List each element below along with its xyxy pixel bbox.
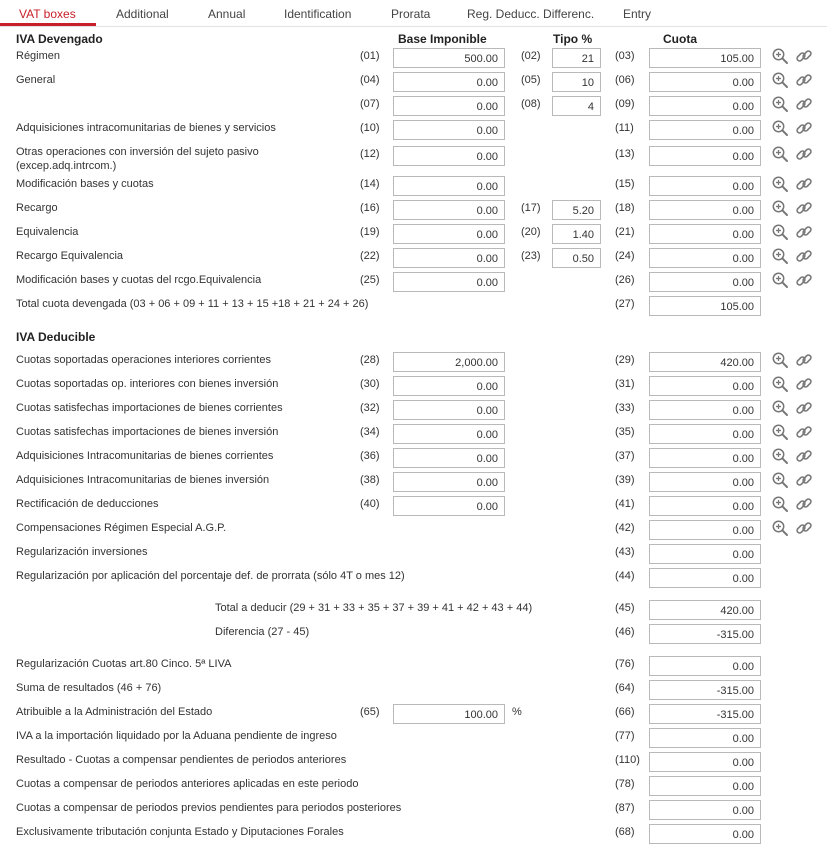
zoom-icon[interactable] — [771, 119, 789, 137]
field-19[interactable]: 0.00 — [393, 224, 505, 244]
link-icon[interactable] — [795, 447, 813, 465]
label-cuotas-aplicadas: Cuotas a compensar de periodos anteriores aplicadas en este periodo — [16, 778, 359, 790]
field-43[interactable]: 0.00 — [649, 544, 761, 564]
field-32[interactable]: 0.00 — [393, 400, 505, 420]
row-modificacion-rcgo — [0, 274, 827, 296]
row-general — [0, 74, 827, 96]
row-regimen — [0, 50, 827, 72]
field-13[interactable]: 0.00 — [649, 146, 761, 166]
label-adq-intracomunitarias: Adquisiciones intracomunitarias de bienes y servicios — [16, 122, 276, 134]
box-code-39: (39) — [615, 474, 635, 486]
column-header-cuota: Cuota — [663, 32, 697, 46]
row-rectificacion — [0, 498, 827, 520]
label-modificacion-rcgo: Modificación bases y cuotas del rcgo.Equivalencia — [16, 274, 262, 286]
row-atribuible — [0, 706, 827, 728]
field-20[interactable]: 1.40 — [552, 224, 601, 244]
box-code-30: (30) — [360, 378, 380, 390]
field-38[interactable]: 0.00 — [393, 472, 505, 492]
box-code-66: (66) — [615, 706, 635, 718]
tab-bar — [0, 0, 827, 27]
zoom-icon[interactable] — [771, 145, 789, 163]
label-rectificacion: Rectificación de deducciones — [16, 498, 159, 510]
link-icon[interactable] — [795, 271, 813, 289]
field-87[interactable]: 0.00 — [649, 800, 761, 820]
field-34[interactable]: 0.00 — [393, 424, 505, 444]
box-code-40: (40) — [360, 498, 380, 510]
row-total-devengada — [0, 298, 827, 320]
field-30[interactable]: 0.00 — [393, 376, 505, 396]
field-23[interactable]: 0.50 — [552, 248, 601, 268]
field-10[interactable]: 0.00 — [393, 120, 505, 140]
field-31[interactable]: 0.00 — [649, 376, 761, 396]
field-05[interactable]: 10 — [552, 72, 601, 92]
label-otras-operaciones-line2: (excep.adq.intrcom.) — [16, 160, 117, 172]
field-27[interactable]: 105.00 — [649, 296, 761, 316]
tab-annual[interactable]: Annual — [208, 7, 246, 21]
box-code-34: (34) — [360, 426, 380, 438]
box-code-27: (27) — [615, 298, 635, 310]
zoom-icon[interactable] — [771, 495, 789, 513]
label-cuotas-inversion: Cuotas soportadas op. interiores con bienes inversión — [16, 378, 279, 390]
tab-additional[interactable]: Additional — [116, 7, 169, 21]
label-resultado: Resultado - Cuotas a compensar pendientes de periodos anteriores — [16, 754, 347, 766]
zoom-icon[interactable] — [771, 375, 789, 393]
row-regularizacion-inversiones — [0, 546, 827, 568]
box-code-19: (19) — [360, 226, 380, 238]
field-15[interactable]: 0.00 — [649, 176, 761, 196]
field-41[interactable]: 0.00 — [649, 496, 761, 516]
box-code-77: (77) — [615, 730, 635, 742]
box-code-87: (87) — [615, 802, 635, 814]
field-01[interactable]: 500.00 — [393, 48, 505, 68]
row-recargo-equivalencia — [0, 250, 827, 272]
link-icon[interactable] — [795, 399, 813, 417]
zoom-icon[interactable] — [771, 71, 789, 89]
label-atribuible: Atribuible a la Administración del Estado — [16, 706, 213, 718]
label-general: General — [16, 74, 56, 86]
box-code-08: (08) — [521, 98, 541, 110]
zoom-icon[interactable] — [771, 199, 789, 217]
box-code-32: (32) — [360, 402, 380, 414]
row-tributacion-conjunta — [0, 826, 827, 848]
box-code-42: (42) — [615, 522, 635, 534]
box-code-46: (46) — [615, 626, 635, 638]
row-suma-resultados — [0, 682, 827, 704]
field-66[interactable]: -315.00 — [649, 704, 761, 724]
box-code-09: (09) — [615, 98, 635, 110]
label-recargo-equivalencia: Recargo Equivalencia — [16, 250, 124, 262]
link-icon[interactable] — [795, 47, 813, 65]
link-icon[interactable] — [795, 95, 813, 113]
link-icon[interactable] — [795, 199, 813, 217]
field-02[interactable]: 21 — [552, 48, 601, 68]
label-cuotas-pendientes: Cuotas a compensar de periodos previos pendientes para periodos posteriores — [16, 802, 402, 814]
box-code-02: (02) — [521, 50, 541, 62]
zoom-icon[interactable] — [771, 519, 789, 537]
field-09[interactable]: 0.00 — [649, 96, 761, 116]
box-code-45: (45) — [615, 602, 635, 614]
label-regimen: Régimen — [16, 50, 61, 62]
box-code-07: (07) — [360, 98, 380, 110]
box-code-12: (12) — [360, 148, 380, 160]
box-code-26: (26) — [615, 274, 635, 286]
tab-entry[interactable]: Entry — [623, 7, 652, 21]
zoom-icon[interactable] — [771, 423, 789, 441]
field-68[interactable]: 0.00 — [649, 824, 761, 844]
link-icon[interactable] — [795, 247, 813, 265]
link-icon[interactable] — [795, 375, 813, 393]
field-64[interactable]: -315.00 — [649, 680, 761, 700]
label-recargo: Recargo — [16, 202, 58, 214]
label-diferencia: Diferencia (27 - 45) — [215, 626, 310, 638]
box-code-64: (64) — [615, 682, 635, 694]
row-cuotas-inversion — [0, 378, 827, 400]
zoom-icon[interactable] — [771, 351, 789, 369]
zoom-icon[interactable] — [771, 399, 789, 417]
field-03[interactable]: 105.00 — [649, 48, 761, 68]
label-total-devengada: Total cuota devengada (03 + 06 + 09 + 11 + 13 + 15 +18 + 21 + 24 + 26) — [16, 298, 369, 310]
box-code-41: (41) — [615, 498, 635, 510]
label-tributacion-conjunta: Exclusivamente tributación conjunta Estado y Diputaciones Forales — [16, 826, 344, 838]
column-header-tipo: Tipo % — [553, 32, 593, 46]
box-code-06: (06) — [615, 74, 635, 86]
box-code-33: (33) — [615, 402, 635, 414]
tab-reg-deducc-differenc[interactable]: Reg. Deducc. Differenc. — [467, 7, 595, 21]
label-otras-operaciones — [16, 145, 259, 173]
tab-identification[interactable]: Identification — [284, 7, 352, 21]
box-code-35: (35) — [615, 426, 635, 438]
field-78[interactable]: 0.00 — [649, 776, 761, 796]
label-iva-aduana: IVA a la importación liquidado por la Aduana pendiente de ingreso — [16, 730, 337, 742]
box-code-03: (03) — [615, 50, 635, 62]
field-25[interactable]: 0.00 — [393, 272, 505, 292]
label-adq-corrientes: Adquisiciones Intracomunitarias de bienes corrientes — [16, 450, 274, 462]
row-importaciones-inversion — [0, 426, 827, 448]
field-36[interactable]: 0.00 — [393, 448, 505, 468]
link-icon[interactable] — [795, 423, 813, 441]
tab-prorata[interactable]: Prorata — [391, 7, 431, 21]
zoom-icon[interactable] — [771, 271, 789, 289]
field-44[interactable]: 0.00 — [649, 568, 761, 588]
box-code-68: (68) — [615, 826, 635, 838]
row-regularizacion-prorrata — [0, 570, 827, 592]
label-importaciones-corrientes: Cuotas satisfechas importaciones de bienes corrientes — [16, 402, 283, 414]
field-29[interactable]: 420.00 — [649, 352, 761, 372]
field-08[interactable]: 4 — [552, 96, 601, 116]
box-code-01: (01) — [360, 50, 380, 62]
box-code-37: (37) — [615, 450, 635, 462]
label-cuotas-interiores: Cuotas soportadas operaciones interiores corrientes — [16, 354, 271, 366]
box-code-28: (28) — [360, 354, 380, 366]
label-importaciones-inversion: Cuotas satisfechas importaciones de bienes inversión — [16, 426, 279, 438]
field-12[interactable]: 0.00 — [393, 146, 505, 166]
tab-vat-boxes[interactable]: VAT boxes — [19, 7, 76, 21]
row-resultado — [0, 754, 827, 776]
row-cuotas-interiores — [0, 354, 827, 376]
box-code-17: (17) — [521, 202, 541, 214]
row-otras-operaciones — [0, 148, 827, 170]
box-code-04: (04) — [360, 74, 380, 86]
box-code-11: (11) — [615, 122, 634, 134]
label-adq-inversion: Adquisiciones Intracomunitarias de bienes inversión — [16, 474, 270, 486]
field-35[interactable]: 0.00 — [649, 424, 761, 444]
row-equivalencia — [0, 226, 827, 248]
zoom-icon[interactable] — [771, 175, 789, 193]
box-code-15: (15) — [615, 178, 635, 190]
field-22[interactable]: 0.00 — [393, 248, 505, 268]
zoom-icon[interactable] — [771, 247, 789, 265]
box-code-76: (76) — [615, 658, 635, 670]
field-37[interactable]: 0.00 — [649, 448, 761, 468]
percent-sign: % — [512, 706, 522, 718]
label-suma-resultados: Suma de resultados (46 + 76) — [16, 682, 162, 694]
box-code-24: (24) — [615, 250, 635, 262]
field-04[interactable]: 0.00 — [393, 72, 505, 92]
box-code-10: (10) — [360, 122, 380, 134]
link-icon[interactable] — [795, 119, 813, 137]
row-iva-aduana — [0, 730, 827, 752]
box-code-38: (38) — [360, 474, 380, 486]
label-regularizacion-inversiones: Regularización inversiones — [16, 546, 148, 558]
label-compensaciones: Compensaciones Régimen Especial A.G.P. — [16, 522, 227, 534]
field-21[interactable]: 0.00 — [649, 224, 761, 244]
field-16[interactable]: 0.00 — [393, 200, 505, 220]
zoom-icon[interactable] — [771, 95, 789, 113]
link-icon[interactable] — [795, 519, 813, 537]
field-14[interactable]: 0.00 — [393, 176, 505, 196]
label-regularizacion-art80: Regularización Cuotas art.80 Cinco. 5ª LIVA — [16, 658, 232, 670]
zoom-icon[interactable] — [771, 471, 789, 489]
row-adq-inversion — [0, 474, 827, 496]
label-equivalencia: Equivalencia — [16, 226, 79, 238]
field-46[interactable]: -315.00 — [649, 624, 761, 644]
box-code-16: (16) — [360, 202, 380, 214]
box-code-18: (18) — [615, 202, 635, 214]
field-07[interactable]: 0.00 — [393, 96, 505, 116]
field-45[interactable]: 420.00 — [649, 600, 761, 620]
field-28[interactable]: 2,000.00 — [393, 352, 505, 372]
field-39[interactable]: 0.00 — [649, 472, 761, 492]
label-total-deducir: Total a deducir (29 + 31 + 33 + 35 + 37 + 39 + 41 + 42 + 43 + 44) — [215, 602, 533, 614]
row-modificacion — [0, 178, 827, 200]
link-icon[interactable] — [795, 145, 813, 163]
column-header-base-imponible: Base Imponible — [398, 32, 487, 46]
link-icon[interactable] — [795, 471, 813, 489]
field-11[interactable]: 0.00 — [649, 120, 761, 140]
box-code-25: (25) — [360, 274, 380, 286]
field-40[interactable]: 0.00 — [393, 496, 505, 516]
section-title-iva-devengado: IVA Devengado — [16, 32, 103, 46]
row-compensaciones — [0, 522, 827, 544]
row-total-deducir — [0, 602, 827, 624]
zoom-icon[interactable] — [771, 47, 789, 65]
box-code-110: (110) — [615, 754, 640, 766]
label-otras-operaciones-line1: Otras operaciones con inversión del sujeto pasivo — [16, 146, 259, 158]
field-33[interactable]: 0.00 — [649, 400, 761, 420]
zoom-icon[interactable] — [771, 447, 789, 465]
row-07 — [0, 98, 827, 120]
box-code-44: (44) — [615, 570, 635, 582]
box-code-78: (78) — [615, 778, 635, 790]
box-code-23: (23) — [521, 250, 541, 262]
box-code-36: (36) — [360, 450, 380, 462]
box-code-31: (31) — [615, 378, 635, 390]
box-code-65: (65) — [360, 706, 380, 718]
link-icon[interactable] — [795, 223, 813, 241]
row-diferencia — [0, 626, 827, 648]
field-18[interactable]: 0.00 — [649, 200, 761, 220]
row-adq-corrientes — [0, 450, 827, 472]
row-regularizacion-art80 — [0, 658, 827, 680]
box-code-13: (13) — [615, 148, 635, 160]
field-24[interactable]: 0.00 — [649, 248, 761, 268]
label-modificacion: Modificación bases y cuotas — [16, 178, 154, 190]
row-cuotas-aplicadas — [0, 778, 827, 800]
box-code-22: (22) — [360, 250, 380, 262]
row-cuotas-pendientes — [0, 802, 827, 824]
row-adq-intracomunitarias — [0, 122, 827, 144]
box-code-14: (14) — [360, 178, 380, 190]
field-17[interactable]: 5.20 — [552, 200, 601, 220]
box-code-29: (29) — [615, 354, 635, 366]
box-code-20: (20) — [521, 226, 541, 238]
field-77[interactable]: 0.00 — [649, 728, 761, 748]
field-65[interactable]: 100.00 — [393, 704, 505, 724]
link-icon[interactable] — [795, 175, 813, 193]
field-76[interactable]: 0.00 — [649, 656, 761, 676]
field-42[interactable]: 0.00 — [649, 520, 761, 540]
box-code-43: (43) — [615, 546, 635, 558]
row-recargo — [0, 202, 827, 224]
section-title-iva-deducible: IVA Deducible — [16, 330, 96, 344]
box-code-05: (05) — [521, 74, 541, 86]
active-tab-indicator — [0, 23, 96, 26]
box-code-21: (21) — [615, 226, 635, 238]
label-regularizacion-prorrata: Regularización por aplicación del porcentaje def. de prorrata (sólo 4T o mes 12) — [16, 570, 405, 582]
link-icon[interactable] — [795, 71, 813, 89]
field-06[interactable]: 0.00 — [649, 72, 761, 92]
link-icon[interactable] — [795, 351, 813, 369]
row-importaciones-corrientes — [0, 402, 827, 424]
field-110[interactable]: 0.00 — [649, 752, 761, 772]
link-icon[interactable] — [795, 495, 813, 513]
zoom-icon[interactable] — [771, 223, 789, 241]
field-26[interactable]: 0.00 — [649, 272, 761, 292]
